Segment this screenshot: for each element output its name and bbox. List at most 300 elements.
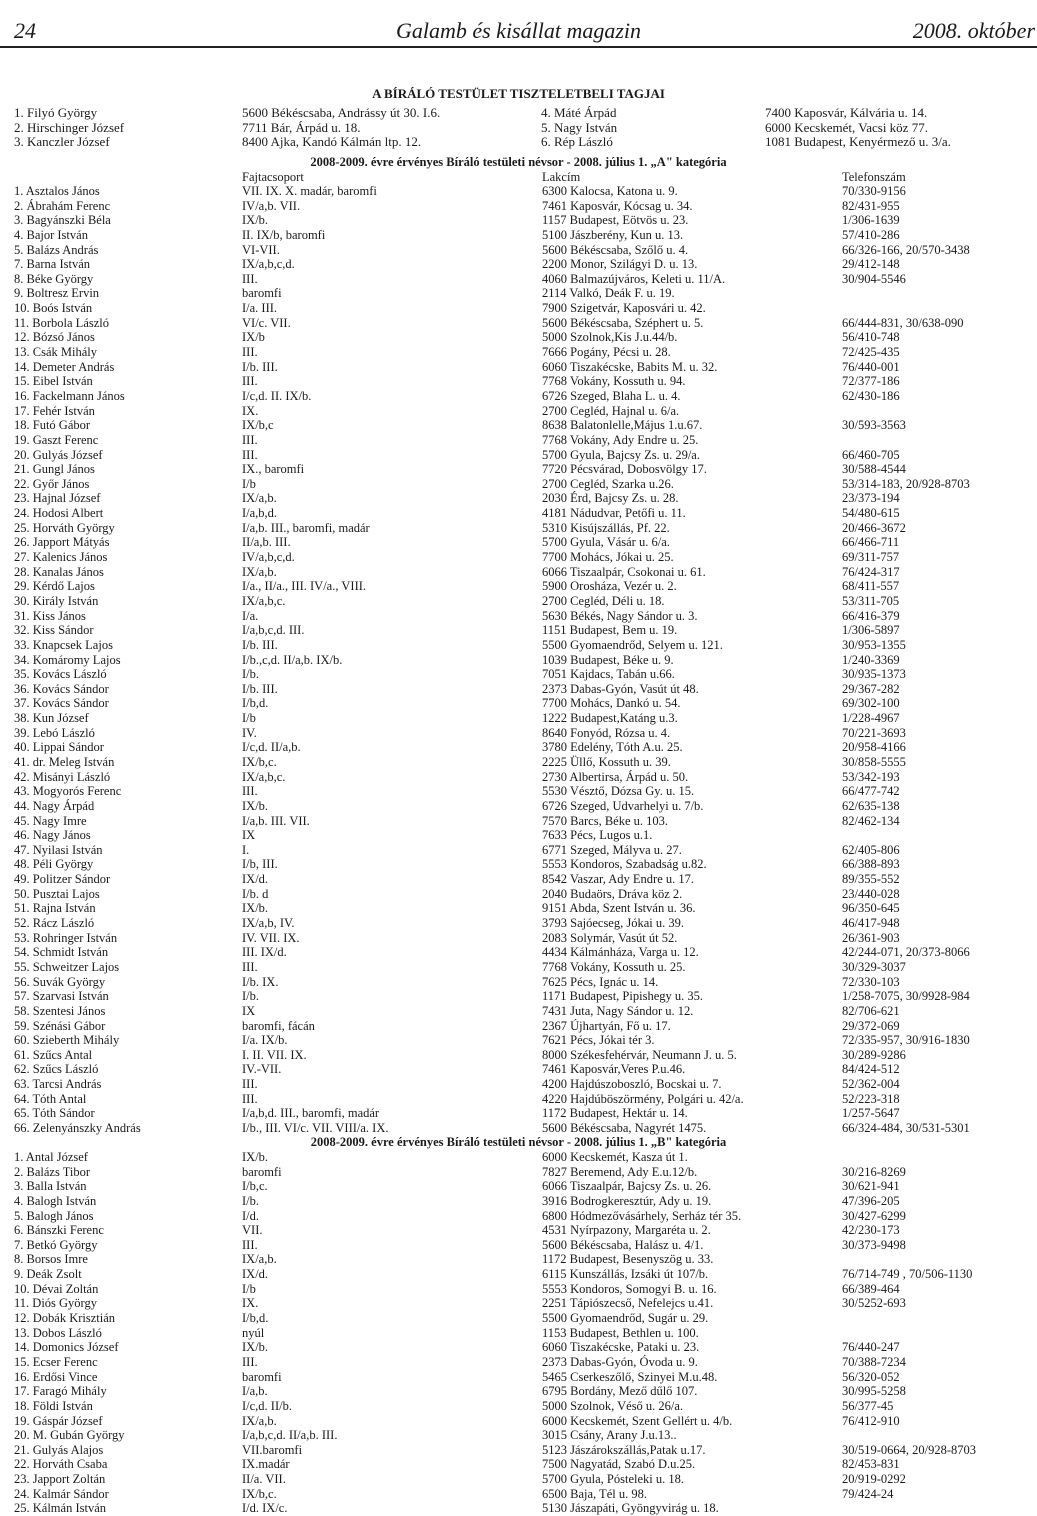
issue-date: 2008. október [912, 18, 1035, 43]
breed-group: III. [242, 345, 258, 360]
phone-number: 52/362-004 [842, 1077, 900, 1092]
address: 6000 Kecskemét, Kasza út 1. [542, 1150, 688, 1164]
judge-name: 7. Betkó György [14, 1237, 98, 1252]
table-row [14, 228, 1029, 243]
judge-name: 22. Horváth Csaba [14, 1457, 108, 1472]
phone-number: 30/621-941 [842, 1179, 900, 1194]
table-row [14, 272, 1029, 287]
table-row [14, 945, 1029, 960]
table-row [14, 828, 1029, 843]
judge-name: 1. Antal József [14, 1150, 88, 1164]
table-row [14, 1457, 1029, 1472]
address: 7051 Kajdacs, Tabán u.66. [542, 667, 675, 682]
address: 6500 Baja, Tél u. 98. [542, 1486, 647, 1501]
address: 7633 Pécs, Lugos u.1. [542, 828, 653, 843]
judge-name: 31. Kiss János [14, 608, 86, 623]
address: 1172 Budapest, Besenyszög u. 33. [542, 1252, 714, 1267]
table-row [14, 814, 1029, 829]
judge-name: 17. Faragó Mihály [14, 1384, 107, 1399]
breed-group: I/a,b,d. [242, 506, 278, 521]
address: 7625 Pécs, Ignác u. 14. [542, 974, 659, 989]
address: 8640 Fonyód, Rózsa u. 4. [542, 725, 671, 740]
address: 8000 Székesfehérvár, Neumann J. u. 5. [542, 1047, 737, 1062]
breed-group: VII. [242, 1223, 263, 1238]
table-row [14, 506, 1029, 521]
table-row [14, 901, 1029, 916]
address: 5530 Vésztő, Dózsa Gy. u. 15. [542, 784, 695, 799]
breed-group: IX/a,b, IV. [242, 916, 295, 931]
breed-group: nyúl [242, 1325, 265, 1340]
address: 6000 Kecskemét, Szent Gellért u. 4/b. [542, 1413, 733, 1428]
judge-name: 53. Rohringer István [14, 930, 118, 945]
judge-name: 2. Ábrahám Ferenc [14, 198, 111, 213]
address: 2200 Monor, Szilágyi D. u. 13. [542, 257, 698, 272]
breed-group: IX/a,b. [242, 1252, 277, 1267]
phone-number: 70/221-3693 [842, 725, 906, 740]
table-row [14, 1179, 1029, 1194]
breed-group: IX [242, 1003, 256, 1018]
address: 5100 Jászberény, Kun u. 13. [542, 227, 684, 242]
table-row [14, 286, 1029, 301]
honorary-row [541, 135, 1031, 150]
address: 2373 Dabas-Gyón, Óvoda u. 9. [542, 1354, 698, 1369]
phone-number: 72/335-957, 30/916-1830 [842, 1033, 970, 1048]
judge-name: 57. Szarvasi István [14, 989, 109, 1004]
table-row [14, 887, 1029, 902]
table-row [14, 1223, 1029, 1238]
honorary-name: 4. Máté Árpád [541, 105, 617, 120]
table-row [14, 1194, 1029, 1209]
breed-group: IX/b,c. [242, 1486, 277, 1501]
page-header [0, 0, 1037, 48]
honorary-address: 5600 Békéscsaba, Andrássy út 30. I.6. [242, 105, 441, 120]
address: 2373 Dabas-Gyón, Vasút út 48. [542, 681, 699, 696]
address: 5130 Jászapáti, Gyöngyvirág u. 18. [542, 1501, 719, 1516]
table-row [14, 1165, 1029, 1180]
address: 6115 Kunszállás, Izsáki út 107/b. [542, 1267, 709, 1282]
judge-name: 51. Rajna István [14, 901, 96, 916]
judge-name: 59. Szénási Gábor [14, 1018, 106, 1033]
address: 7461 Kaposvár, Kócsag u. 34. [542, 198, 693, 213]
breed-group: I/a,b. III. VII. [242, 813, 310, 828]
breed-group: IX/b,c [242, 418, 274, 433]
table-row [14, 1267, 1029, 1282]
table-row [14, 682, 1029, 697]
breed-group: IX [242, 828, 256, 843]
judge-name: 32. Kiss Sándor [14, 623, 94, 638]
judge-name: 24. Kalmár Sándor [14, 1486, 109, 1501]
table-row [14, 1238, 1029, 1253]
address: 5500 Gyomaendrőd, Sugár u. 29. [542, 1311, 709, 1326]
table-row [14, 1092, 1029, 1107]
address: 1151 Budapest, Bem u. 19. [542, 623, 678, 638]
table-row [14, 1252, 1029, 1267]
address: 3793 Sajóecseg, Jókai u. 39. [542, 916, 684, 931]
address: 5700 Gyula, Vásár u. 6/a. [542, 535, 670, 550]
phone-number: 66/416-379 [842, 608, 900, 623]
breed-group: IX/b,c. [242, 754, 277, 769]
honorary-list-right [541, 106, 1031, 150]
judge-name: 9. Deák Zsolt [14, 1267, 82, 1282]
breed-group: IX/b. [242, 213, 269, 228]
breed-group: I/b,d. [242, 1311, 269, 1326]
address: 2083 Solymár, Vasút út 52. [542, 930, 678, 945]
table-row [14, 550, 1029, 565]
table-row [14, 257, 1029, 272]
address: 5553 Kondoros, Somogyi B. u. 16. [542, 1281, 717, 1296]
phone-number: 82/462-134 [842, 813, 900, 828]
judge-name: 5. Balogh János [14, 1208, 94, 1223]
breed-group: baromfi [242, 286, 282, 301]
table-row [14, 448, 1029, 463]
phone-number: 1/240-3369 [842, 652, 900, 667]
breed-group: I/c,d. II/a,b. [242, 740, 301, 755]
phone-number: 1/228-4967 [842, 711, 900, 726]
address: 8638 Balatonlelle,Május 1.u.67. [542, 418, 703, 433]
judge-name: 36. Kovács Sándor [14, 681, 109, 696]
section-a-title: 2008-2009. évre érvényes Bíráló testületi névsor - 2008. július 1. „A" kategória [310, 155, 727, 169]
table-row [14, 799, 1029, 814]
address: 5600 Békéscsaba, Halász u. 4/1. [542, 1237, 704, 1252]
breed-group: IX/b. [242, 1340, 269, 1355]
judge-name: 61. Szűcs Antal [14, 1047, 93, 1062]
breed-group: I/d. IX/c. [242, 1501, 288, 1516]
judge-name: 10. Dévai Zoltán [14, 1281, 99, 1296]
honorary-name: 6. Rép László [541, 134, 613, 150]
judge-name: 39. Lebó László [14, 725, 95, 740]
table-row [14, 213, 1029, 228]
address: 6800 Hódmezővásárhely, Serház tér 35. [542, 1208, 742, 1223]
address: 6060 Tiszakécske, Pataki u. 23. [542, 1340, 700, 1355]
phone-number: 30/588-4544 [842, 462, 906, 477]
address: 7700 Mohács, Dankó u. 54. [542, 696, 681, 711]
judge-name: 25. Horváth György [14, 520, 115, 535]
address: 4220 Hajdúböszörmény, Polgári u. 42/a. [542, 1091, 744, 1106]
table-row [14, 726, 1029, 741]
table-row [14, 374, 1029, 389]
honorary-row [14, 121, 534, 136]
table-row [14, 1033, 1029, 1048]
table-row [14, 418, 1029, 433]
table-row [14, 1487, 1029, 1502]
phone-number: 1/306-1639 [842, 213, 900, 228]
phone-number: 66/460-705 [842, 447, 900, 462]
address: 5700 Gyula, Bajcsy Zs. u. 29/a. [542, 447, 700, 462]
phone-number: 23/440-028 [842, 886, 900, 901]
breed-group: I/b [242, 476, 256, 491]
phone-number: 42/230-173 [842, 1223, 900, 1238]
breed-group: I/b. [242, 989, 260, 1004]
breed-group: IX/a,b. [242, 564, 277, 579]
address: 7461 Kaposvár,Veres P.u.46. [542, 1062, 686, 1077]
phone-number: 70/330-9156 [842, 184, 906, 198]
breed-group: I/b,c. [242, 1179, 268, 1194]
phone-number: 1/258-7075, 30/9928-984 [842, 989, 970, 1004]
breed-group: baromfi [242, 1369, 282, 1384]
address: 5600 Békéscsaba, Szőlő u. 4. [542, 242, 689, 257]
phone-number: 76/412-910 [842, 1413, 900, 1428]
phone-number: 76/440-001 [842, 359, 900, 374]
address: 6771 Szeged, Mályva u. 27. [542, 842, 682, 857]
phone-number: 20/466-3672 [842, 520, 906, 535]
phone-number: 29/412-148 [842, 257, 900, 272]
address: 7570 Barcs, Béke u. 103. [542, 813, 669, 828]
address: 2114 Valkó, Deák F. u. 19. [542, 286, 675, 301]
address: 5500 Gyomaendrőd, Selyem u. 121. [542, 637, 723, 652]
judge-name: 17. Fehér István [14, 403, 95, 418]
breed-group: III. [242, 1237, 258, 1252]
judge-name: 8. Borsos Imre [14, 1252, 88, 1267]
breed-group: I/a. III. [242, 301, 278, 316]
table-row [14, 711, 1029, 726]
breed-group: I/a,b,d. III., baromfi, madár [242, 1106, 380, 1121]
judge-name: 3. Bagyánszki Béla [14, 213, 111, 228]
breed-group: IV.-VII. [242, 1062, 282, 1077]
breed-group: VII. IX. X. madár, baromfi [242, 184, 377, 198]
breed-group: I/b. IX. [242, 974, 279, 989]
table-row [14, 667, 1029, 682]
phone-number: 66/326-166, 20/570-3438 [842, 242, 970, 257]
phone-number: 82/706-621 [842, 1003, 900, 1018]
address: 4181 Nádudvar, Petőfi u. 11. [542, 506, 686, 521]
judge-name: 26. Japport Mátyás [14, 535, 110, 550]
judge-name: 38. Kun József [14, 711, 89, 726]
phone-number: 23/373-194 [842, 491, 900, 506]
judge-name: 43. Mogyorós Ferenc [14, 784, 122, 799]
breed-group: II. IX/b, baromfi [242, 227, 326, 242]
phone-number: 76/424-317 [842, 564, 900, 579]
honorary-address: 7711 Bár, Árpád u. 18. [242, 119, 361, 135]
phone-number: 46/417-948 [842, 916, 900, 931]
address: 6066 Tiszaalpár, Csokonai u. 61. [542, 564, 706, 579]
breed-group: IX/b. [242, 1150, 269, 1164]
address: 3780 Edelény, Tóth A.u. 25. [542, 740, 683, 755]
address: 7768 Vokány, Kossuth u. 94. [542, 374, 686, 389]
honorary-row [541, 121, 1031, 136]
phone-number: 29/372-069 [842, 1018, 900, 1033]
address: 2700 Cegléd, Szarka u.26. [542, 476, 674, 491]
breed-group: I. II. VII. IX. [242, 1047, 307, 1062]
breed-group: I/b, III. [242, 857, 278, 872]
table-row [14, 696, 1029, 711]
judge-name: 14. Domonics József [14, 1340, 119, 1355]
judge-name: 52. Rácz László [14, 916, 95, 931]
table-row [14, 623, 1029, 638]
judge-name: 56. Suvák György [14, 974, 106, 989]
address: 6726 Szeged, Blaha L. u. 4. [542, 388, 681, 403]
phone-number: 30/953-1355 [842, 637, 906, 652]
phone-number: 30/593-3563 [842, 418, 906, 433]
breed-group: IX/a,b,c. [242, 593, 286, 608]
breed-group: IX., baromfi [242, 462, 305, 477]
judge-name: 15. Ecser Ferenc [14, 1354, 98, 1369]
table-row [14, 1062, 1029, 1077]
judge-name: 29. Kérdő Lajos [14, 579, 95, 594]
address: 7827 Beremend, Ady E.u.12/b. [542, 1164, 698, 1179]
breed-group: I/b. [242, 667, 260, 682]
address: 7720 Pécsvárad, Dobosvölgy 17. [542, 462, 707, 477]
phone-number: 66/466-711 [842, 535, 900, 550]
table-row [14, 770, 1029, 785]
judge-name: 6. Bánszki Ferenc [14, 1223, 104, 1238]
breed-group: I/a,b. [242, 1384, 268, 1399]
table-row [14, 1501, 1029, 1516]
table-row [14, 1472, 1029, 1487]
breed-group: II/a. VII. [242, 1472, 286, 1487]
breed-group: IX/b. [242, 798, 269, 813]
phone-number: 72/377-186 [842, 374, 900, 389]
phone-number: 66/477-742 [842, 784, 900, 799]
table-row [14, 1355, 1029, 1370]
table-row [14, 535, 1029, 550]
judge-name: 42. Misányi László [14, 769, 111, 784]
judge-name: 35. Kovács László [14, 667, 107, 682]
address: 6060 Tiszakécske, Babits M. u. 32. [542, 359, 718, 374]
breed-group: I/a., II/a., III. IV/a., VIII. [242, 579, 367, 594]
judge-name: 2. Balázs Tibor [14, 1164, 91, 1179]
table-row [14, 1209, 1029, 1224]
address: 6726 Szeged, Udvarhelyi u. 7/b. [542, 798, 704, 813]
judge-name: 37. Kovács Sándor [14, 696, 109, 711]
address: 2030 Érd, Bajcsy Zs. u. 28. [542, 491, 679, 506]
judge-name: 46. Nagy János [14, 828, 91, 843]
phone-number: 30/904-5546 [842, 271, 906, 286]
phone-number: 84/424-512 [842, 1062, 900, 1077]
honorary-address: 6000 Kecskemét, Vacsi köz 77. [765, 119, 928, 135]
phone-number: 62/405-806 [842, 842, 900, 857]
breed-group: IX/d. [242, 872, 269, 887]
phone-number: 54/480-615 [842, 506, 900, 521]
address: 6795 Bordány, Mező dűlő 107. [542, 1384, 698, 1399]
breed-group: IX/a,b,c,d. [242, 257, 295, 272]
address: 9151 Abda, Szent István u. 36. [542, 901, 696, 916]
judge-name: 16. Fackelmann János [14, 388, 125, 403]
address: 5553 Kondoros, Szabadság u.82. [542, 857, 707, 872]
breed-group: I/c,d. II. IX/b. [242, 388, 312, 403]
address: 5310 Kisújszállás, Pf. 22. [542, 520, 670, 535]
column-header-phone: Telefonszám [842, 170, 906, 184]
judge-name: 63. Tarcsi András [14, 1077, 102, 1092]
phone-number: 66/444-831, 30/638-090 [842, 315, 964, 330]
phone-number: 20/919-0292 [842, 1472, 906, 1487]
phone-number: 52/223-318 [842, 1091, 900, 1106]
phone-number: 53/311-705 [842, 593, 900, 608]
honorary-list-left [14, 106, 534, 150]
address: 1039 Budapest, Béke u. 9. [542, 652, 674, 667]
judge-name: 20. Gulyás József [14, 447, 103, 462]
address: 7500 Nagyatád, Szabó D.u.25. [542, 1457, 696, 1472]
judge-name: 58. Szentesi János [14, 1003, 106, 1018]
judge-name: 21. Gulyás Alajos [14, 1442, 104, 1457]
breed-group: IX/d. [242, 1267, 269, 1282]
breed-group: IV/a,b,c,d. [242, 550, 295, 565]
honorary-name: 3. Kanczler József [14, 134, 110, 150]
table-row [14, 389, 1029, 404]
judge-name: 20. M. Gubán György [14, 1428, 125, 1443]
breed-group: III. [242, 1091, 258, 1106]
breed-group: IX/a,b,c. [242, 769, 286, 784]
table-row [14, 1150, 1029, 1165]
table-row [14, 301, 1029, 316]
table-row [14, 843, 1029, 858]
judge-name: 50. Pusztai Lajos [14, 886, 100, 901]
breed-group: III. [242, 447, 258, 462]
table-row [14, 462, 1029, 477]
judge-name: 10. Boós István [14, 301, 93, 316]
phone-number: 82/453-831 [842, 1457, 900, 1472]
breed-group: I/a,b,c,d. II/a,b. III. [242, 1428, 338, 1443]
table-row [14, 872, 1029, 887]
honorary-title: A BÍRÁLÓ TESTÜLET TISZTELETBELI TAGJAI [372, 86, 665, 101]
breed-group: I/b. d [242, 886, 269, 901]
table-row [14, 1004, 1029, 1019]
judge-name: 7. Barna István [14, 257, 91, 272]
table-row [14, 1019, 1029, 1034]
judge-name: 3. Balla István [14, 1179, 87, 1194]
breed-group: I/b. III. [242, 359, 278, 374]
phone-number: 29/367-282 [842, 681, 900, 696]
breed-group: I/a. IX/b. [242, 1033, 288, 1048]
judge-name: 24. Hodosi Albert [14, 506, 104, 521]
judge-name: 8. Béke György [14, 271, 94, 286]
phone-number: 69/302-100 [842, 696, 900, 711]
breed-group: III. [242, 432, 258, 447]
table-row [14, 1443, 1029, 1458]
table-row [14, 243, 1029, 258]
address: 6066 Tiszaalpár, Bajcsy Zs. u. 26. [542, 1179, 712, 1194]
table-row [14, 755, 1029, 770]
judge-name: 27. Kalenics János [14, 550, 108, 565]
table-row [14, 316, 1029, 331]
breed-group: IV. [242, 725, 257, 740]
table-row [14, 1326, 1029, 1341]
table-row [14, 638, 1029, 653]
judge-name: 4. Bajor István [14, 227, 88, 242]
phone-number: 26/361-903 [842, 930, 900, 945]
phone-number: 30/216-8269 [842, 1164, 906, 1179]
judge-name: 28. Kanalas János [14, 564, 104, 579]
phone-number: 76/714-749 , 70/506-1130 [842, 1267, 973, 1282]
breed-group: I/b.,c,d. II/a,b. IX/b. [242, 652, 343, 667]
honorary-address: 7400 Kaposvár, Kálvária u. 14. [765, 105, 928, 120]
breed-group: I. [242, 842, 250, 857]
phone-number: 20/958-4166 [842, 740, 906, 755]
table-row [14, 199, 1029, 214]
address: 7621 Pécs, Jókai tér 3. [542, 1033, 655, 1048]
phone-number: 76/440-247 [842, 1340, 900, 1355]
breed-group: baromfi [242, 1164, 282, 1179]
breed-group: I/b [242, 1281, 256, 1296]
phone-number: 66/388-893 [842, 857, 900, 872]
address: 1171 Budapest, Pipishegy u. 35. [542, 989, 703, 1004]
judge-name: 18. Földi István [14, 1398, 93, 1413]
table-row [14, 491, 1029, 506]
breed-group: I/c,d. II/b. [242, 1398, 292, 1413]
breed-group: I/b. III. [242, 637, 278, 652]
judge-name: 23. Japport Zoltán [14, 1472, 106, 1487]
table-row [14, 1121, 1029, 1136]
breed-group: III. [242, 784, 258, 799]
phone-number: 30/329-3037 [842, 959, 906, 974]
phone-number: 82/431-955 [842, 198, 900, 213]
address: 3916 Bodrogkeresztúr, Ady u. 19. [542, 1193, 712, 1208]
address: 2700 Cegléd, Hajnal u. 6/a. [542, 403, 680, 418]
judge-name: 19. Gaszt Ferenc [14, 432, 99, 447]
breed-group: IX.madár [242, 1457, 290, 1472]
phone-number: 56/410-748 [842, 330, 900, 345]
phone-number: 70/388-7234 [842, 1354, 906, 1369]
address: 2367 Újhartyán, Fő u. 17. [542, 1018, 671, 1033]
